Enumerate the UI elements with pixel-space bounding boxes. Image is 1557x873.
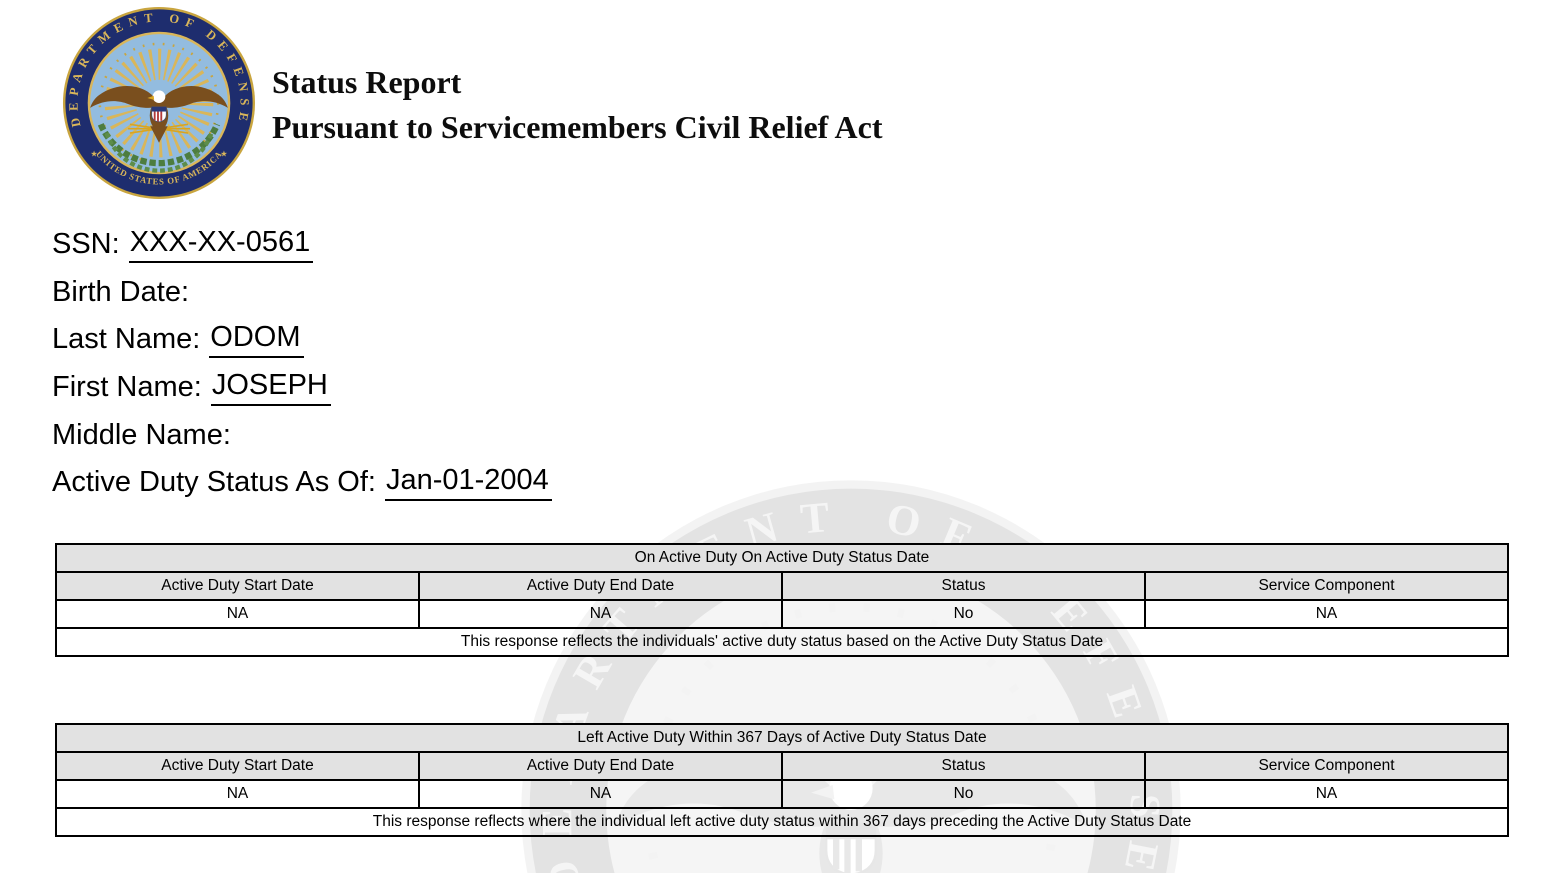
service-component-cell: NA xyxy=(1145,780,1508,808)
table-footnote-row xyxy=(56,808,1508,836)
field-last-name xyxy=(52,316,552,364)
col-header-end-date: Active Duty End Date xyxy=(419,572,782,600)
middle-name-label: Middle Name: xyxy=(52,418,231,451)
active-duty-status-as-of-value: Jan-01-2004 xyxy=(385,464,552,501)
col-header-status: Status xyxy=(782,572,1145,600)
ssn-value: XXX-XX-0561 xyxy=(129,226,314,263)
service-component-cell: NA xyxy=(1145,600,1508,628)
end-date-cell: NA xyxy=(419,600,782,628)
dod-seal-icon xyxy=(62,6,256,200)
last-name-value: ODOM xyxy=(209,321,303,358)
document-title-line1: Status Report xyxy=(272,64,462,100)
on-active-duty-table xyxy=(55,543,1509,657)
table-data-row xyxy=(56,600,1508,628)
table-data-row xyxy=(56,780,1508,808)
table-footnote-row xyxy=(56,628,1508,656)
col-header-status: Status xyxy=(782,752,1145,780)
birth-date-label: Birth Date: xyxy=(52,275,189,308)
first-name-value: JOSEPH xyxy=(211,369,331,406)
table-footnote: This response reflects where the individual left active duty status within 367 days preceding the Active Duty Status Date xyxy=(56,808,1508,836)
person-info-section xyxy=(52,221,552,507)
col-header-service-component: Service Component xyxy=(1145,752,1508,780)
first-name-label: First Name: xyxy=(52,371,202,404)
table-header-row xyxy=(56,752,1508,780)
end-date-cell: NA xyxy=(419,780,782,808)
col-header-start-date: Active Duty Start Date xyxy=(56,572,419,600)
document-title xyxy=(272,60,883,150)
col-header-service-component: Service Component xyxy=(1145,572,1508,600)
table-title-row xyxy=(56,724,1508,752)
start-date-cell: NA xyxy=(56,600,419,628)
col-header-end-date: Active Duty End Date xyxy=(419,752,782,780)
active-duty-status-as-of-label: Active Duty Status As Of: xyxy=(52,466,376,499)
col-header-start-date: Active Duty Start Date xyxy=(56,752,419,780)
start-date-cell: NA xyxy=(56,780,419,808)
table-header-row xyxy=(56,572,1508,600)
table-footnote: This response reflects the individuals' active duty status based on the Active Duty Status Date xyxy=(56,628,1508,656)
field-birth-date xyxy=(52,269,552,317)
field-first-name xyxy=(52,364,552,412)
table-title: Left Active Duty Within 367 Days of Active Duty Status Date xyxy=(56,724,1508,752)
status-cell: No xyxy=(782,780,1145,808)
status-cell: No xyxy=(782,600,1145,628)
table-title-row xyxy=(56,544,1508,572)
left-active-duty-table xyxy=(55,723,1509,837)
document-title-line2: Pursuant to Servicemembers Civil Relief Act xyxy=(272,109,883,145)
field-ssn xyxy=(52,221,552,269)
field-active-duty-status-as-of xyxy=(52,459,552,507)
table-title: On Active Duty On Active Duty Status Date xyxy=(56,544,1508,572)
field-middle-name xyxy=(52,411,552,459)
ssn-label: SSN: xyxy=(52,228,120,261)
last-name-label: Last Name: xyxy=(52,323,201,356)
